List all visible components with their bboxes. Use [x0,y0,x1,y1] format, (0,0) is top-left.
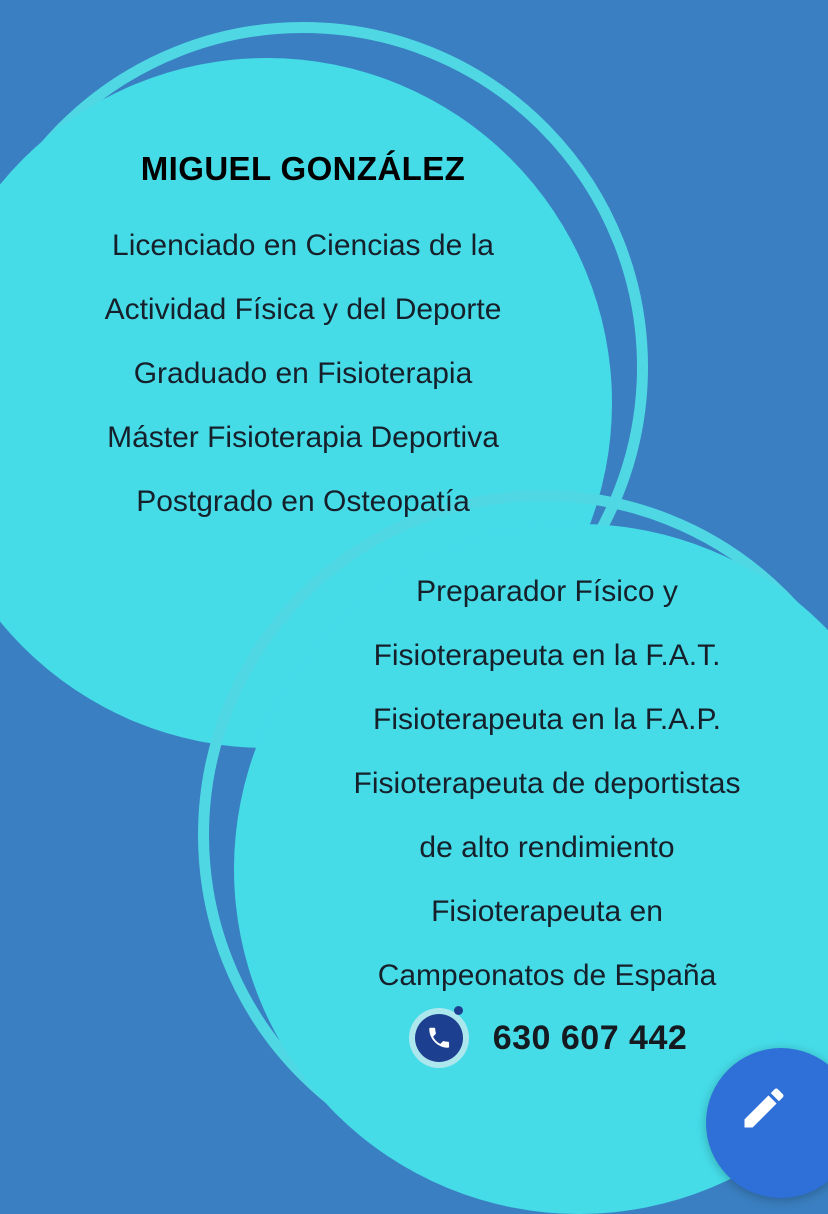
role-line: Fisioterapeuta en [431,895,663,928]
role-line: Fisioterapeuta en la F.A.T. [373,639,721,672]
role-line: Fisioterapeuta de deportistas [353,767,741,800]
role-line: de alto rendimiento [419,831,675,864]
role-line: Campeonatos de España [377,959,717,992]
credential-line: Actividad Física y del Deporte [104,293,502,326]
credential-line: Licenciado en Ciencias de la [112,229,494,262]
credential-line: Postgrado en Osteopatía [136,485,470,518]
top-text-block [18,150,588,534]
phone-icon-dot [454,1006,463,1015]
credential-line: Graduado en Fisioterapia [133,357,473,390]
credential-line: Máster Fisioterapia Deportiva [107,421,499,454]
phone-icon-disc [415,1014,463,1062]
pencil-icon [738,1082,790,1134]
role-line: Fisioterapeuta en la F.A.P. [373,703,721,736]
bottom-text-block [262,560,828,1008]
phone-icon [407,1006,471,1070]
person-name: MIGUEL GONZÁLEZ [140,150,466,187]
phone-number[interactable]: 630 607 442 [492,1018,688,1057]
role-line: Preparador Físico y [416,575,678,608]
